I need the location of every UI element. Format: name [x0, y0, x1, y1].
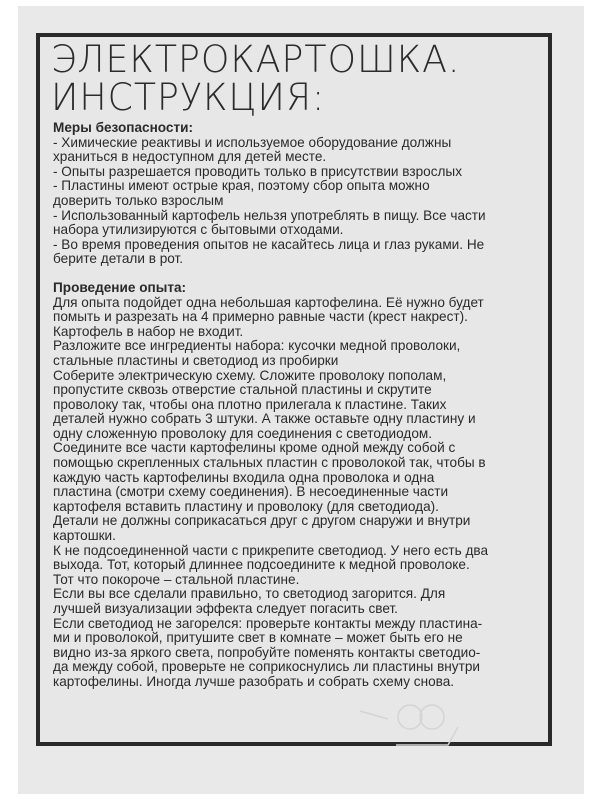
- procedure-line: Детали не должны соприкасаться друг с другом снаружи и внутри: [53, 513, 471, 529]
- procedure-line: Для опыта подойдет одна небольшая картофелина. Её нужно будет: [53, 294, 484, 310]
- procedure-line: помощью скрепленных стальных пластин с проволокой так, чтобы в: [53, 455, 486, 471]
- procedure-line: видно из-за яркого света, попробуйте поменять контакты светодио-: [53, 644, 481, 660]
- instruction-frame: [36, 33, 552, 746]
- procedure-line: картофеля вставить пластину и проволоку (для светодиода).: [53, 498, 439, 514]
- procedure-line: пластина (смотри схему соединения). В несоединенные части: [53, 484, 449, 500]
- safety-list: [53, 136, 553, 267]
- safety-line: - Использованный картофель нельзя употреблять в пищу. Все части: [53, 207, 486, 223]
- procedure-line: да между собой, проверьте не соприкоснулись ли пластины внутри: [53, 659, 480, 675]
- procedure-line: каждую часть картофелины входила одна проволока и одна: [53, 469, 435, 485]
- section-spacer: [53, 267, 553, 281]
- procedure-line: Если светодиод не загорелся: проверьте контакты между пластина-: [53, 615, 483, 631]
- safety-line: берите детали в рот.: [53, 251, 184, 267]
- procedure-heading: Проведение опыта:: [53, 279, 187, 295]
- safety-line: хранитьcя в недоступном для детей месте.: [53, 149, 327, 165]
- procedure-line: деталей нужно собрать 3 штуки. А также оставьте одну пластину и: [53, 411, 476, 427]
- procedure-line: Соберите электрическую схему. Сложите проволоку пополам,: [53, 367, 447, 383]
- procedure-line: ми и проволокой, притушите свет в комнате – может быть его не: [53, 630, 463, 646]
- safety-line: набора утилизируются с бытовыми отходами.: [53, 222, 344, 238]
- procedure-line: выхода. Тот, который длиннее подсоедините к медной проволоке.: [53, 557, 470, 573]
- safety-line: - Во время проведения опытов не касайтесь лица и глаз руками. Не: [53, 236, 485, 252]
- title-line-1: ЭЛЕКТРОКАРТОШКА.: [51, 38, 461, 81]
- procedure-line: лучшей визуализации эффекта следует погасить свет.: [53, 601, 398, 616]
- safety-line: - Опыты разрешается проводить только в присутствии взрослых: [53, 163, 462, 179]
- procedure-line: картошки.: [53, 528, 116, 544]
- safety-line: доверить только взрослым: [53, 192, 224, 208]
- procedure-line: картофелины. Иногда лучше разобрать и собрать схему снова.: [53, 673, 455, 689]
- procedure-list: [53, 296, 553, 690]
- title-line-2: ИНСТРУКЦИЯ:: [51, 76, 326, 119]
- safety-line: - Пластины имеют острые края, поэтому сбор опыта можно: [53, 178, 430, 194]
- procedure-line: одну сложенную проволоку для соединения с светодиодом.: [53, 425, 433, 441]
- procedure-line: К не подсоединенной части с прикрепите светодиод. У него есть два: [53, 542, 489, 558]
- show-through-diagram-icon: [340, 697, 460, 757]
- procedure-line: Соедините все части картофелины кроме одной между собой с: [53, 440, 456, 456]
- procedure-line: Тот что покороче – стальной пластине.: [53, 571, 300, 587]
- safety-heading: Меры безопасности:: [53, 120, 194, 135]
- page-title: [51, 38, 461, 119]
- procedure-line: Картофель в набор не входит.: [53, 323, 244, 339]
- procedure-line: проволоку так, чтобы она плотно прилегала к пластине. Таких: [53, 396, 447, 412]
- procedure-line: пропустите сквозь отверстие стальной пластины и скрутите: [53, 382, 432, 398]
- procedure-line: Если вы все сделали правильно, то светодиод загорится. Для: [53, 586, 446, 602]
- procedure-line: помыть и разрезать на 4 примерно равные части (крест накрест).: [53, 309, 468, 325]
- instruction-body: [53, 121, 553, 690]
- procedure-line: Разложите все ингредиенты набора: кусочки медной проволоки,: [53, 338, 461, 354]
- procedure-line: стальные пластины и светодиод из пробирки: [53, 352, 339, 368]
- safety-line: - Химические реактивы и используемое оборудование должны: [53, 134, 452, 150]
